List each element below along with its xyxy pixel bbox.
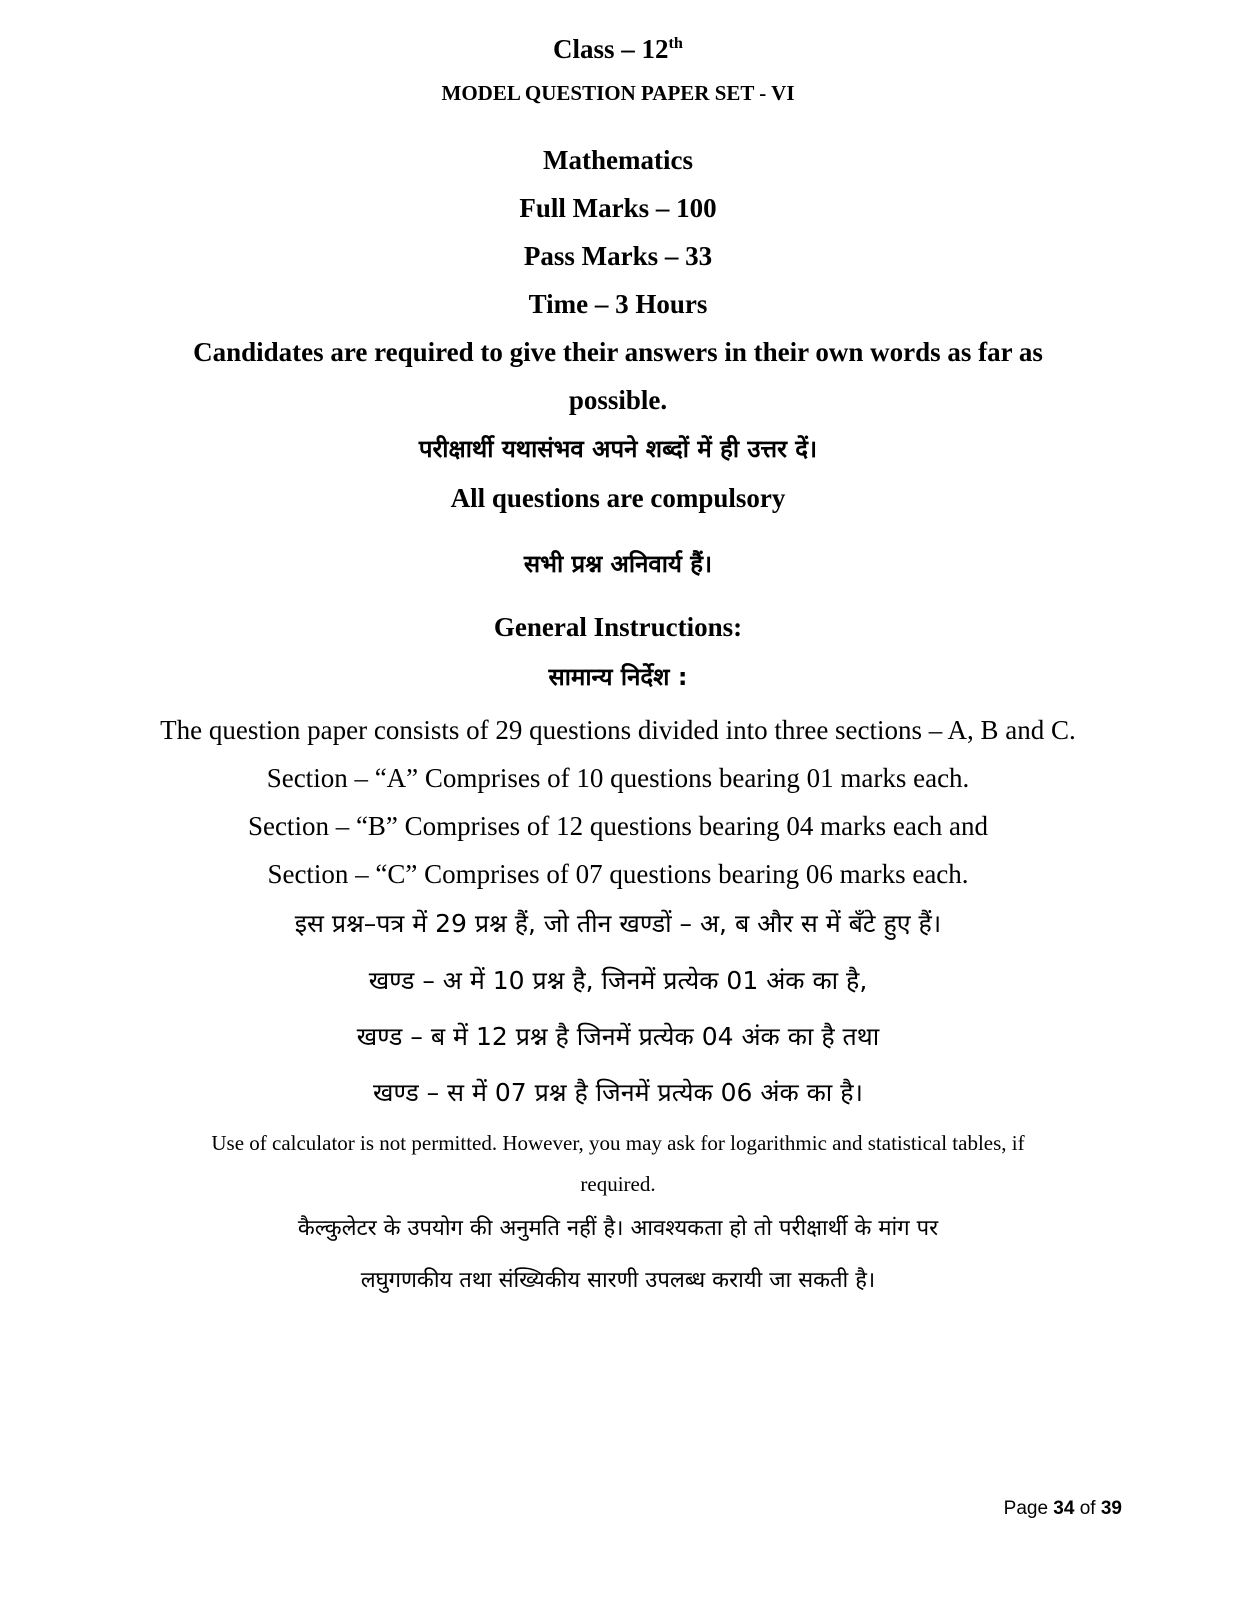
calculator-instruction-en-1: Use of calculator is not permitted. However, you may ask for logarithmic and statistical tables, if [211, 1131, 1025, 1155]
class-superscript: th [668, 34, 683, 52]
compulsory-en: All questions are compulsory [450, 483, 786, 513]
own-words-instruction-hi: परीक्षार्थी यथासंभव अपने शब्दों में ही उत्तर दें। [418, 435, 818, 463]
class-heading [0, 34, 1236, 65]
paper-structure-en-line: The question paper consists of 29 questions divided into three sections – A, B and C. [160, 715, 1076, 745]
calculator-instruction-hi-2: लघुगणकीय तथा संख्यिकीय सारणी उपलब्ध करायी जा सकती है। [360, 1268, 876, 1293]
section-b-hi: खण्ड – ब में 12 प्रश्न है जिनमें प्रत्येक 04 अंक का है तथा [356, 1022, 880, 1051]
full-marks: Full Marks – 100 [519, 193, 717, 223]
page-label: Page [1003, 1498, 1049, 1519]
calculator-instruction-en-2: required. [580, 1172, 656, 1196]
own-words-instruction-en-1: Candidates are required to give their answers in their own words as far as [193, 337, 1043, 367]
compulsory-hi: सभी प्रश्न अनिवार्य हैं। [523, 550, 713, 578]
general-instructions-hi: सामान्य निर्देश : [548, 663, 688, 691]
paper-set-title: MODEL QUESTION PAPER SET - VI [441, 81, 795, 105]
paper-structure-hi-line: इस प्रश्न–पत्र में 29 प्रश्न हैं, जो तीन खण्डों – अ, ब और स में बँटे हुए हैं। [294, 909, 942, 938]
time-allowed: Time – 3 Hours [528, 289, 708, 319]
section-b-en: Section – “B” Comprises of 12 questions bearing 04 marks each and [247, 811, 989, 841]
class-label: Class – 12 [553, 34, 669, 64]
section-c-en: Section – “C” Comprises of 07 questions bearing 06 marks each. [267, 859, 969, 889]
page-total: 39 [1100, 1498, 1122, 1519]
section-a-en: Section – “A” Comprises of 10 questions bearing 01 marks each. [266, 763, 970, 793]
page-number [1004, 1498, 1122, 1520]
own-words-instruction-en-2: possible. [568, 385, 668, 415]
section-a-hi: खण्ड – अ में 10 प्रश्न है, जिनमें प्रत्येक 01 अंक का है, [368, 966, 868, 995]
page-current: 34 [1053, 1498, 1075, 1519]
general-instructions-en: General Instructions: [493, 612, 743, 642]
subject-title: Mathematics [543, 145, 693, 175]
of-label: of [1079, 1498, 1096, 1519]
section-c-hi: खण्ड – स में 07 प्रश्न है जिनमें प्रत्येक 06 अंक का है। [373, 1078, 863, 1107]
pass-marks: Pass Marks – 33 [523, 241, 713, 271]
calculator-instruction-hi-1: कैल्कुलेटर के उपयोग की अनुमति नहीं है। आवश्यकता हो तो परीक्षार्थी के मांग पर [297, 1216, 939, 1241]
